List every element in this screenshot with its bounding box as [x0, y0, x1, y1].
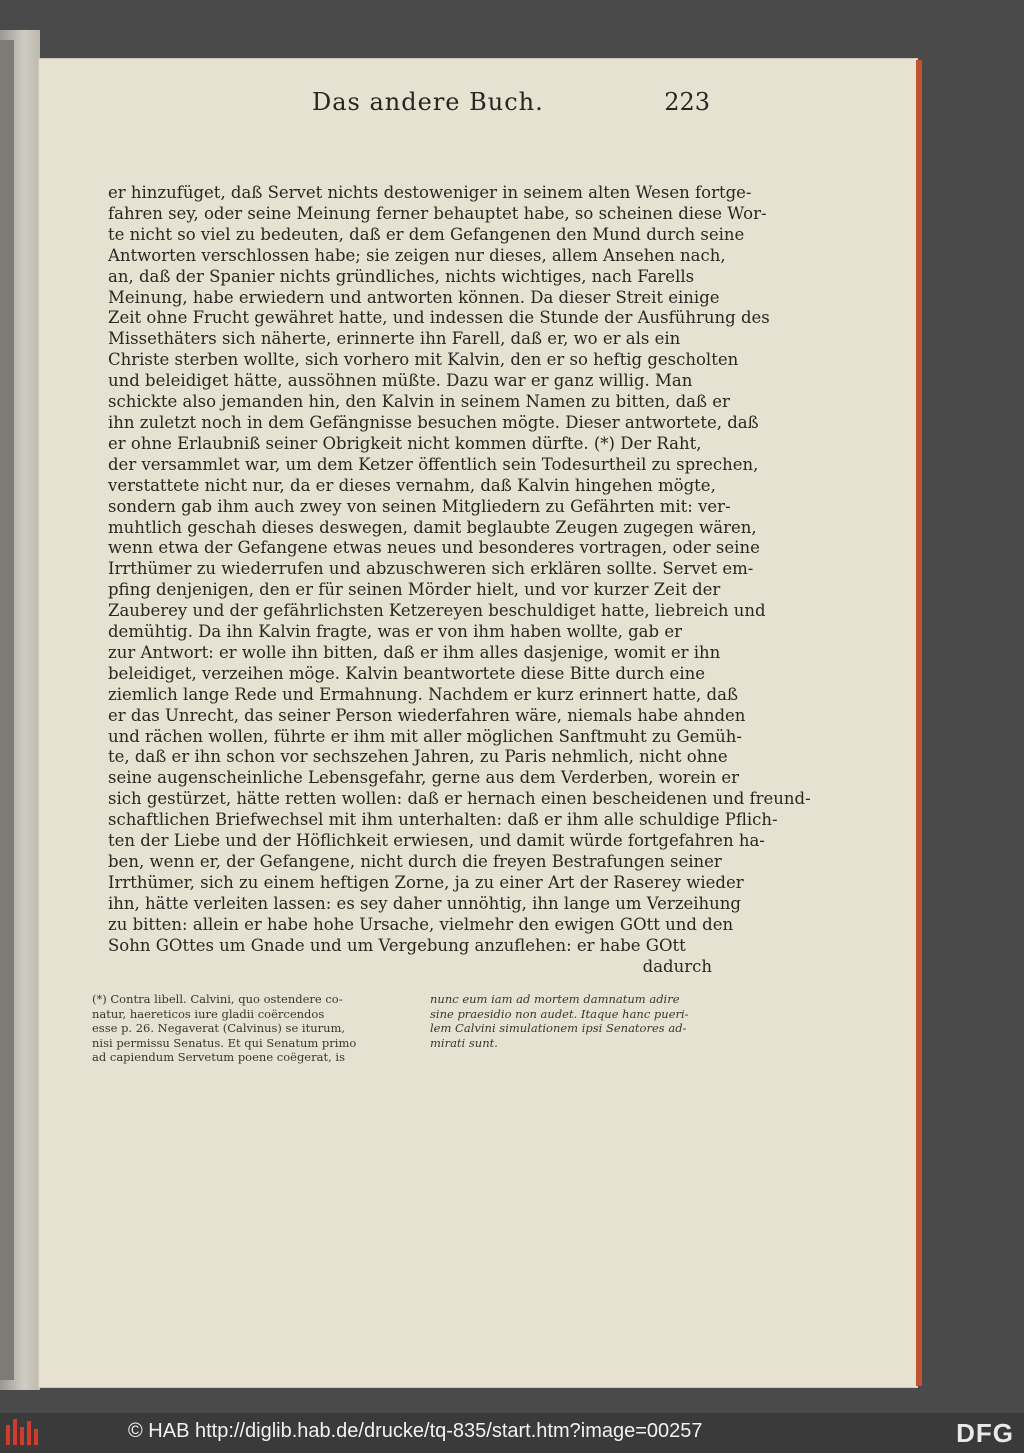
text-line: Christe sterben wollte, sich vorhero mit Kalvin, den er so heftig gescholten: [108, 350, 739, 370]
text-line: wenn etwa der Gefangene etwas neues und besonderes vortragen, oder seine: [108, 538, 760, 558]
text-line: Zeit ohne Frucht gewähret hatte, und indessen die Stunde der Ausführung des: [108, 308, 770, 328]
text-line: er ohne Erlaubniß seiner Obrigkeit nicht kommen dürfte. (*) Der Raht,: [108, 433, 702, 453]
page-number: 223: [664, 88, 710, 116]
text-line: er das Unrecht, das seiner Person wiederfahren wäre, niemals habe ahnden: [108, 705, 746, 725]
text-line: te, daß er ihn schon vor sechszehen Jahren, zu Paris nehmlich, nicht ohne: [108, 747, 728, 767]
footnote-line: (*) Contra libell. Calvini, quo ostendere co-: [92, 992, 343, 1006]
text-line: pfing denjenigen, den er für seinen Mörder hielt, und vor kurzer Zeit der: [108, 580, 721, 600]
footnote-left-column: [92, 992, 404, 1065]
text-line: demühtig. Da ihn Kalvin fragte, was er von ihm haben wollte, gab er: [108, 622, 682, 642]
running-title: Das andere Buch.: [312, 88, 544, 116]
footnote-line: ad capiendum Servetum poene coëgerat, is: [92, 1050, 345, 1065]
text-line: te nicht so viel zu bedeuten, daß er dem Gefangenen den Mund durch seine: [108, 224, 745, 244]
library-logo-icon: [6, 1419, 42, 1445]
footnote-line: nisi permissu Senatus. Et qui Senatum primo: [92, 1035, 357, 1050]
text-line: beleidiget, verzeihen möge. Kalvin beantwortete diese Bitte durch eine: [108, 663, 705, 683]
text-line: ihn zuletzt noch in dem Gefängnisse besuchen mögte. Dieser antwortete, daß: [108, 412, 759, 432]
footnote-line: sine praesidio non audet. Itaque hanc pueri-: [430, 1006, 689, 1021]
text-line: Meinung, habe erwiedern und antworten können. Da dieser Streit einige: [108, 287, 720, 307]
text-line: Irrthümer, sich zu einem heftigen Zorne, ja zu einer Art der Raserey wieder: [108, 872, 744, 892]
text-line: ten der Liebe und der Höflichkeit erwiesen, und damit würde fortgefahren ha-: [108, 831, 765, 851]
text-line: zur Antwort: er wolle ihn bitten, daß er ihm alles dasjenige, womit er ihn: [108, 642, 721, 662]
credit-link[interactable]: © HAB http://diglib.hab.de/drucke/tq-835/start.htm?image=00257: [128, 1420, 703, 1442]
book-spine: [0, 40, 14, 1380]
running-head: [270, 88, 710, 128]
text-line: und rächen wollen, führte er ihm mit aller möglichen Sanftmuht zu Gemüh-: [108, 726, 742, 746]
text-line: Sohn GOttes um Gnade und um Vergebung anzuflehen: er habe GOtt: [108, 935, 686, 955]
text-line: fahren sey, oder seine Meinung ferner behauptet habe, so scheinen diese Wor-: [108, 203, 767, 223]
text-line: seine augenscheinliche Lebensgefahr, gerne aus dem Verderben, worein er: [108, 768, 740, 788]
text-line: Irrthümer zu wiederrufen und abzuschweren sich erklären sollte. Servet em-: [108, 559, 754, 579]
footer-bar: [0, 1413, 1024, 1453]
footnote-line: mirati sunt.: [430, 1035, 498, 1050]
footnote-right-column: [430, 992, 712, 1050]
text-line: Antworten verschlossen habe; sie zeigen nur dieses, allem Ansehen nach,: [108, 245, 726, 265]
text-line: er hinzufüget, daß Servet nichts destoweniger in seinem alten Wesen fortge-: [108, 183, 752, 202]
text-line: verstattete nicht nur, da er dieses vernahm, daß Kalvin hingehen mögte,: [108, 475, 716, 495]
footnote-line: lem Calvini simulationem ipsi Senatores ad-: [430, 1021, 687, 1036]
footnote-line: nunc eum iam ad mortem damnatum adire: [430, 992, 680, 1006]
text-line: an, daß der Spanier nichts gründliches, nichts wichtiges, nach Farells: [108, 266, 695, 286]
text-line: Zauberey und der gefährlichsten Ketzereyen beschuldiget hatte, liebreich und: [108, 601, 766, 621]
page-edge: [916, 60, 922, 1386]
text-line: zu bitten: allein er habe hohe Ursache, vielmehr den ewigen GOtt und den: [108, 914, 734, 934]
text-line: ben, wenn er, der Gefangene, nicht durch die freyen Bestrafungen seiner: [108, 852, 722, 871]
dfg-logo: DFG: [956, 1418, 1014, 1448]
catchword: dadurch: [642, 956, 712, 976]
text-line: sich gestürzet, hätte retten wollen: daß er hernach einen bescheidenen und freund-: [108, 789, 811, 809]
text-line: Missethäters sich näherte, erinnerte ihn Farell, daß er, wo er als ein: [108, 329, 681, 349]
text-line: schickte also jemanden hin, den Kalvin in seinem Namen zu bitten, daß er: [108, 392, 730, 412]
text-line: ihn, hätte verleiten lassen: es sey daher unnöhtig, ihn lange um Verzeihung: [108, 893, 741, 913]
text-line: sondern gab ihm auch zwey von seinen Mitgliedern zu Gefährten mit: ver-: [108, 496, 731, 516]
footnote-line: esse p. 26. Negaverat (Calvinus) se iturum,: [92, 1021, 346, 1036]
text-line: schaftlichen Briefwechsel mit ihm unterhalten: daß er ihm alle schuldige Pflich-: [108, 810, 778, 830]
text-line: der versammlet war, um dem Ketzer öffentlich sein Todesurtheil zu sprechen,: [108, 454, 759, 474]
text-line: ziemlich lange Rede und Ermahnung. Nachdem er kurz erinnert hatte, daß: [108, 684, 738, 704]
text-line: und beleidiget hätte, aussöhnen müßte. Dazu war er ganz willig. Man: [108, 371, 693, 391]
footnotes: [92, 992, 712, 1082]
footnote-line: natur, haereticos iure gladii coërcendos: [92, 1006, 325, 1021]
text-line: muhtlich geschah dieses deswegen, damit beglaubte Zeugen zugegen wären,: [108, 517, 757, 537]
body-text: [108, 183, 811, 977]
